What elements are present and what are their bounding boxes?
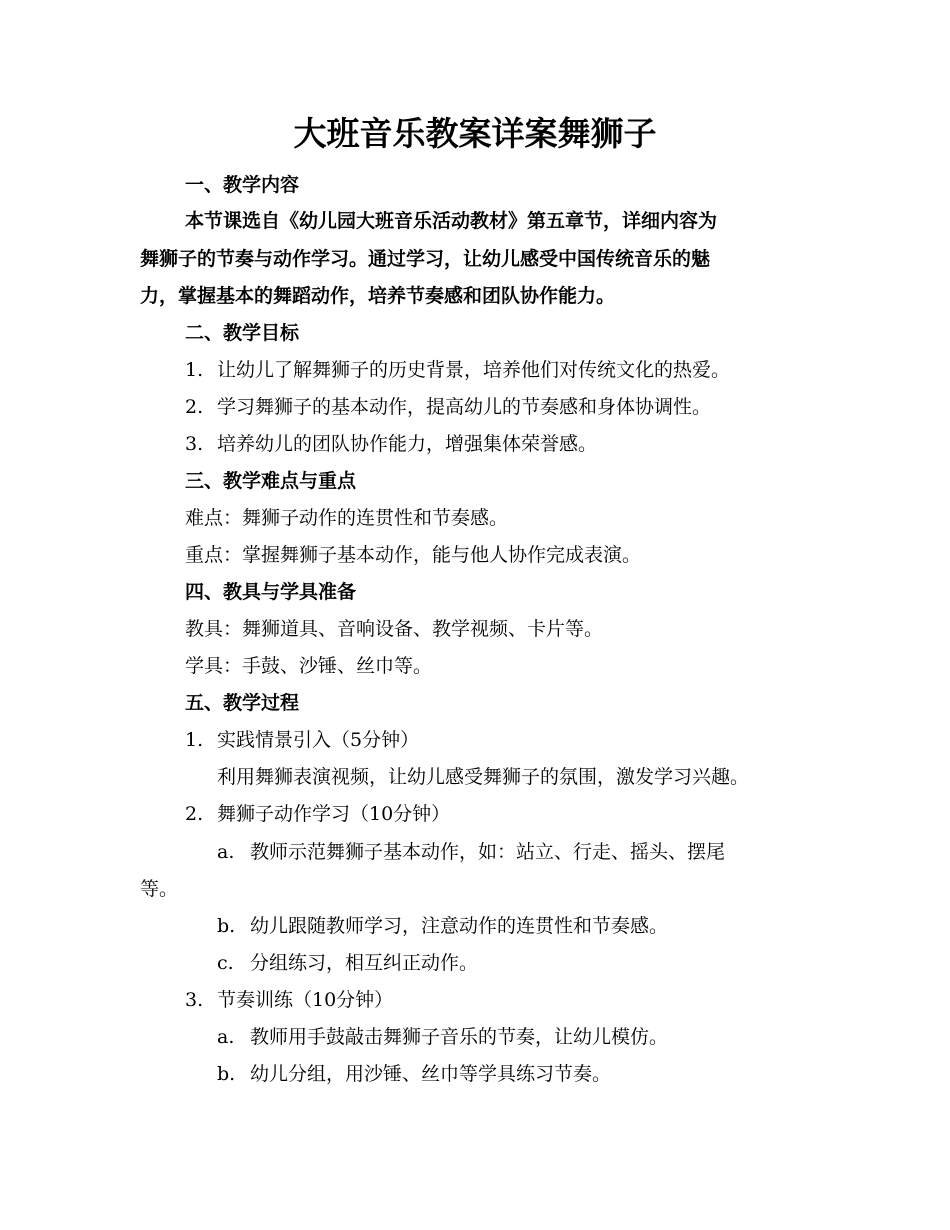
step-title: 实践情景引入（5分钟）: [217, 729, 420, 751]
section-heading-difficulties: 三、教学难点与重点: [185, 470, 357, 492]
sub-step-text: 教师示范舞狮子基本动作，如：站立、行走、摇头、摆尾: [250, 841, 726, 863]
sub-step: [217, 839, 725, 865]
content-paragraph-line-2: 舞狮子的节奏与动作学习。通过学习，让幼儿感受中国传统音乐的魅: [140, 248, 711, 270]
process-step: [185, 727, 419, 753]
content-paragraph-line-1: 本节课选自《幼儿园大班音乐活动教材》第五章节，详细内容为: [185, 210, 718, 232]
objective-item: [185, 431, 597, 457]
sub-step-text: 教师用手鼓敲击舞狮子音乐的节奏，让幼儿模仿。: [250, 1026, 669, 1048]
sub-step: [217, 1061, 611, 1087]
process-step: [185, 987, 393, 1013]
objective-item: [185, 394, 711, 420]
objective-text: 学习舞狮子的基本动作，提高幼儿的节奏感和身体协调性。: [217, 396, 712, 418]
sub-step: [217, 950, 478, 976]
step-number: 3.: [185, 989, 204, 1011]
difficulty-line: 难点：舞狮子动作的连贯性和节奏感。: [185, 507, 509, 529]
document-title: 大班音乐教案详案舞狮子: [293, 114, 657, 153]
sub-step: [217, 1024, 668, 1050]
sub-step-label: c.: [217, 952, 234, 974]
sub-step-text: 幼儿跟随教师学习，注意动作的连贯性和节奏感。: [250, 915, 669, 937]
step-title: 舞狮子动作学习（10分钟）: [217, 803, 451, 825]
objective-item: [185, 357, 730, 383]
objective-number: 2.: [185, 396, 204, 418]
section-heading-process: 五、教学过程: [185, 692, 300, 714]
sub-step-text: 幼儿分组，用沙锤、丝巾等学具练习节奏。: [250, 1063, 612, 1085]
sub-step-label: a.: [217, 1026, 235, 1048]
section-heading-objectives: 二、教学目标: [185, 322, 300, 344]
learning-tools-line: 学具：手鼓、沙锤、丝巾等。: [185, 655, 433, 677]
key-point-line: 重点：掌握舞狮子基本动作，能与他人协作完成表演。: [185, 544, 642, 566]
step-number: 2.: [185, 803, 204, 825]
sub-step: [217, 913, 668, 939]
step-description: 利用舞狮表演视频，让幼儿感受舞狮子的氛围，激发学习兴趣。: [217, 766, 750, 788]
objective-number: 1.: [185, 359, 204, 381]
objective-text: 让幼儿了解舞狮子的历史背景，培养他们对传统文化的热爱。: [217, 359, 731, 381]
step-number: 1.: [185, 729, 204, 751]
content-paragraph-line-3: 力，掌握基本的舞蹈动作，培养节奏感和团队协作能力。: [140, 285, 616, 307]
section-heading-materials: 四、教具与学具准备: [185, 581, 357, 603]
sub-step-label: b.: [217, 1063, 236, 1085]
sub-step-text: 分组练习，相互纠正动作。: [250, 952, 479, 974]
objective-number: 3.: [185, 433, 204, 455]
process-step: [185, 801, 450, 827]
sub-step-label: b.: [217, 915, 236, 937]
objective-text: 培养幼儿的团队协作能力，增强集体荣誉感。: [217, 433, 598, 455]
teaching-aids-line: 教具：舞狮道具、音响设备、教学视频、卡片等。: [185, 618, 604, 640]
section-heading-content: 一、教学内容: [185, 174, 300, 196]
sub-step-continuation: 等。: [140, 878, 179, 900]
sub-step-label: a.: [217, 841, 235, 863]
step-title: 节奏训练（10分钟）: [217, 989, 394, 1011]
